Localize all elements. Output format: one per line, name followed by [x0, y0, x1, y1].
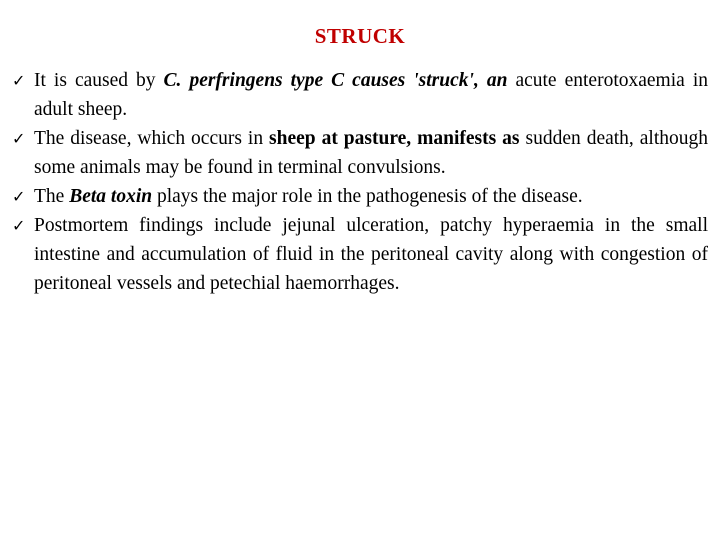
- bullet-text: plays the major role in the pathogenesis of the disease.: [152, 186, 583, 207]
- bullet-item-toxin: [12, 182, 708, 211]
- bullet-text-emphasis: sheep at pasture, manifests as: [269, 128, 520, 149]
- bullet-item-disease: [12, 124, 708, 182]
- bullet-text: Postmortem findings include jejunal ulceration, patchy hyperaemia in the small intestine and accumulation of fluid in the peritoneal cavity along with congestion of peritoneal vessels and petechial haemorrhages.: [34, 215, 708, 294]
- bullet-text-emphasis: Beta toxin: [69, 186, 153, 207]
- check-mark-icon: ✓: [12, 187, 26, 206]
- bullet-text: acute enterotoxaemia in adult sheep.: [34, 70, 708, 120]
- bullet-text: The: [34, 186, 70, 207]
- bullet-text: The disease, which occurs in: [34, 128, 270, 149]
- bullet-item-cause: [12, 66, 708, 124]
- bullet-text-emphasis: C. perfringens type C causes 'struck', an: [163, 70, 508, 91]
- bullet-text: sudden death, although some animals may be found in terminal convulsions.: [34, 128, 708, 178]
- bullet-item-postmortem: [12, 211, 708, 298]
- check-mark-icon: ✓: [12, 129, 26, 148]
- slide-title: STRUCK: [314, 24, 406, 48]
- check-mark-icon: ✓: [12, 216, 26, 235]
- bullet-text: It is caused by: [34, 70, 164, 91]
- check-mark-icon: ✓: [12, 71, 26, 90]
- bullet-list: [12, 66, 708, 298]
